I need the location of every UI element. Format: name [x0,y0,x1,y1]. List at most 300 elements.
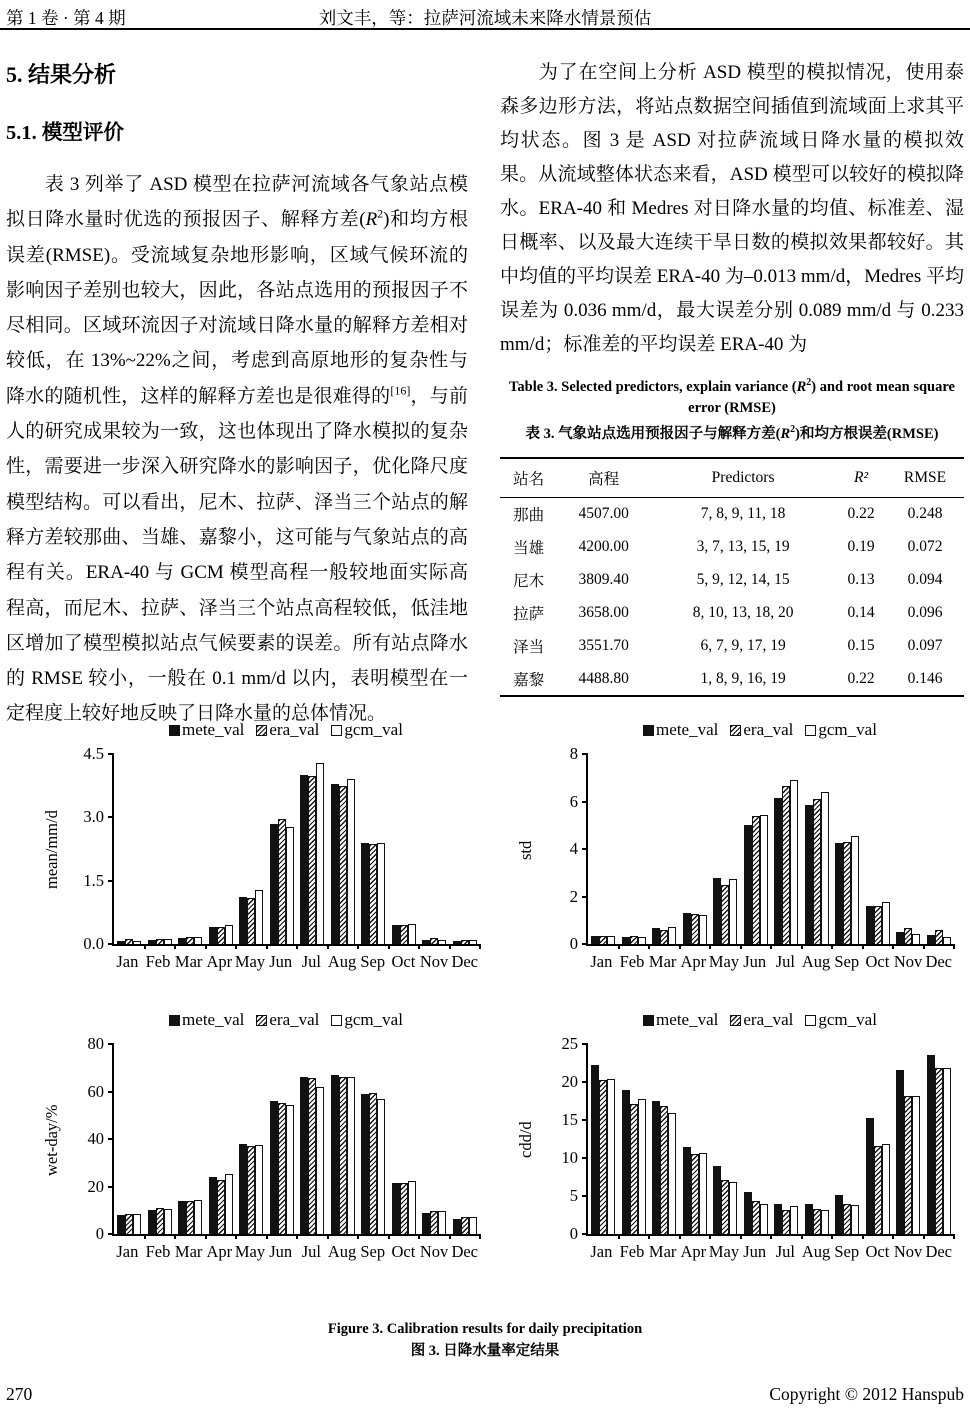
y-tick [582,1195,588,1197]
x-category-label: Mar [648,952,677,971]
bar-group-Apr [206,754,237,944]
x-category-label: Mar [174,952,203,971]
bar-era_val-Jan [599,1080,607,1234]
bar-group-Dec [924,1044,955,1234]
chart-legend [564,1010,956,1030]
gcm_val-swatch-icon [331,725,342,736]
chart-wet-day-percent [30,1010,492,1282]
figure-caption [0,1318,970,1362]
x-tick [679,1234,681,1239]
y-tick [582,1119,588,1121]
bar-gcm_val-Sep [377,843,385,944]
bar-gcm_val-Sep [851,1205,859,1234]
bar-group-Mar [649,1044,680,1234]
bar-mete_val-Nov [422,940,430,944]
y-tick-label: 20 [561,1072,578,1091]
bar-mete_val-Apr [209,927,217,944]
bar-mete_val-Oct [866,906,874,944]
y-axis-label: mean/mm/d [42,810,61,890]
bar-era_val-Mar [186,937,194,944]
table-cell: 泽当 [513,639,545,657]
bar-era_val-Jul [782,1210,790,1234]
bar-era_val-Jul [782,786,790,944]
table-row [500,564,964,597]
y-tick [108,753,114,755]
left-paragraph [6,167,468,732]
bar-mete_val-Mar [178,938,186,944]
table-cell: 0.094 [907,571,943,589]
y-tick-label: 15 [561,1110,578,1129]
bar-gcm_val-May [729,879,737,944]
bar-mete_val-Aug [331,1075,339,1234]
section-heading: 5. 结果分析 [6,62,117,87]
header-rule [0,28,970,30]
table-body [500,498,964,696]
table-cell: 3809.40 [578,571,629,589]
x-axis-labels [112,1242,480,1262]
right-paragraph [500,56,964,362]
x-tick [266,1234,268,1239]
x-category-label: Apr [206,952,233,971]
bar-mete_val-Aug [805,1204,813,1234]
y-axis-label: wet-day/% [42,1104,61,1176]
bar-group-Dec [450,1044,481,1234]
legend-item-gcm_val [331,1010,403,1030]
bar-gcm_val-Jan [607,1079,615,1234]
bar-gcm_val-Apr [699,915,707,944]
bar-group-Aug [802,754,833,944]
bar-mete_val-Aug [331,784,339,944]
x-tick [709,1234,711,1239]
bar-era_val-Nov [904,928,912,944]
mete_val-swatch-icon [643,1015,654,1026]
x-tick [296,944,298,949]
bar-group-Aug [802,1044,833,1234]
bar-gcm_val-Oct [408,924,416,944]
bar-group-Sep [358,1044,389,1234]
bar-gcm_val-Feb [638,937,646,944]
bar-era_val-Nov [430,1211,438,1234]
bar-era_val-Sep [843,842,851,944]
bar-mete_val-Feb [148,940,156,944]
x-tick [388,944,390,949]
bar-group-Aug [328,1044,359,1234]
table-cell: 0.22 [847,505,875,523]
gcm_val-swatch-icon [805,725,816,736]
bar-mete_val-May [239,897,247,944]
bar-gcm_val-Jan [133,941,141,944]
y-tick [582,1081,588,1083]
x-axis-labels [586,1242,954,1262]
y-tick [108,1091,114,1093]
x-tick [648,1234,650,1239]
x-tick [862,944,864,949]
x-category-label: Feb [145,1242,171,1261]
y-axis-label: cdd/d [516,1121,535,1159]
table-cell: 0.22 [847,669,875,687]
mete_val-swatch-icon [643,725,654,736]
x-category-label: Dec [451,952,479,971]
bar-gcm_val-Oct [408,1181,416,1234]
r-exponent: 2 [790,423,796,435]
gcm_val-swatch-icon [805,1015,816,1026]
bar-mete_val-Dec [927,1055,935,1234]
x-category-label: Oct [865,952,890,971]
y-tick [108,943,114,945]
bar-mete_val-Feb [622,937,630,944]
legend-item-mete_val [169,720,244,740]
bar-group-Jun [267,754,298,944]
bar-group-Aug [328,754,359,944]
table-cell: 5, 9, 12, 14, 15 [696,571,790,589]
x-category-label: Jul [301,952,321,971]
table-header-cell: Predictors [650,458,836,498]
x-tick [770,944,772,949]
bar-gcm_val-Dec [469,940,477,944]
legend-label: gcm_val [818,1010,877,1029]
x-tick [740,1234,742,1239]
bar-group-Sep [832,1044,863,1234]
subsection-heading: 5.1. 模型评价 [6,122,124,144]
bar-era_val-Jun [752,1201,760,1234]
y-tick-label: 1.5 [83,870,104,890]
journal-issue: 第 1 卷 · 第 4 期 [6,8,126,28]
table-header-row [500,458,964,498]
plot-area [561,1034,954,1243]
x-category-label: Oct [391,1242,416,1261]
x-category-label: Apr [680,952,707,971]
x-category-label: Feb [619,952,645,971]
legend-label: era_val [743,720,794,739]
table-header-cell: R² [836,458,886,498]
x-tick [953,944,955,949]
x-category-label: Feb [145,952,171,971]
bar-mete_val-Jun [270,824,278,944]
bar-group-Dec [450,754,481,944]
r-variable: R [796,378,807,395]
x-category-label: Nov [893,952,923,971]
y-tick-label: 3.0 [83,807,104,827]
x-tick [479,944,481,949]
x-category-label: Jan [116,952,139,971]
bar-gcm_val-Mar [194,937,202,944]
bar-group-Jan [588,754,619,944]
table-cell: 0.19 [847,538,875,556]
table-cell: 3658.00 [578,604,629,622]
bar-group-Jul [297,754,328,944]
bar-gcm_val-Feb [164,1209,172,1234]
bar-gcm_val-Sep [377,1099,385,1234]
bar-gcm_val-Mar [668,1113,676,1234]
bar-era_val-May [721,1180,729,1234]
bar-mete_val-Nov [422,1213,430,1234]
x-category-label: Oct [391,952,416,971]
bar-gcm_val-Jun [286,1105,294,1234]
bar-gcm_val-Jun [760,815,768,944]
x-category-label: Dec [925,1242,953,1261]
legend-label: gcm_val [344,720,403,739]
x-tick [205,944,207,949]
bar-group-Jun [267,1044,298,1234]
bar-era_val-Mar [660,930,668,944]
table-caption-zh: )和均方根误差(RMSE) [795,425,939,442]
bar-group-Feb [619,754,650,944]
bar-group-May [236,754,267,944]
bar-group-Nov [419,1044,450,1234]
x-category-label: Jul [775,952,795,971]
r-variable: R [365,209,378,231]
y-tick-label: 6 [569,791,578,811]
bar-gcm_val-Jul [790,780,798,944]
x-category-label: Jan [590,1242,613,1261]
bar-era_val-Feb [630,936,638,944]
table-cell: 0.096 [907,604,943,622]
legend-item-mete_val [169,1010,244,1030]
gcm_val-swatch-icon [331,1015,342,1026]
table-caption-zh: 表 3. 气象站点选用预报因子与解释方差( [525,425,781,442]
table-cell: 4488.80 [578,669,629,687]
x-tick [479,1234,481,1239]
bar-gcm_val-Feb [638,1099,646,1234]
bar-era_val-Jun [278,1103,286,1234]
bar-era_val-Feb [630,1104,638,1234]
bar-group-Apr [206,1044,237,1234]
figure-caption-zh: 图 3. 日降水量率定结果 [410,1343,560,1359]
predictors-table [500,457,964,697]
legend-label: gcm_val [344,1010,403,1029]
bar-group-Apr [680,754,711,944]
x-category-label: Jan [116,1242,139,1261]
x-category-label: Jul [301,1242,321,1261]
bar-gcm_val-Mar [194,1200,202,1234]
x-category-label: Aug [801,1242,831,1261]
mete_val-swatch-icon [169,725,180,736]
bar-era_val-May [247,898,255,944]
table-cell: 嘉黎 [513,671,545,689]
y-tick-label: 25 [561,1034,578,1053]
bar-mete_val-Jun [270,1101,278,1234]
table-row [500,531,964,564]
bar-gcm_val-Oct [882,902,890,944]
table-row [500,630,964,663]
y-tick [582,1043,588,1045]
running-title: 刘文丰，等：拉萨河流域未来降水情景预估 [318,8,652,28]
y-tick-label: 80 [87,1034,104,1053]
x-category-label: Aug [801,952,831,971]
bar-era_val-Sep [369,844,377,944]
bar-gcm_val-Mar [668,927,676,944]
y-tick-label: 2 [569,886,578,906]
table-cell: 3551.70 [578,637,629,655]
x-category-label: Sep [360,1242,386,1261]
x-tick [388,1234,390,1239]
bar-group-Jun [741,754,772,944]
chart-mean-daily-precipitation [30,720,492,992]
table-cell: 0.15 [847,637,875,655]
paragraph-text: )和均方根误差(RMSE)。受流域复杂地形影响，区域气候环流的影响因子差别也较大，因此，各站点选用的预报因子不尽相同。区域环流因子对流域日降水量的解释方差相对较低，在 13%~22%之间，考虑到高原地形的复杂性与降水的随机性，这样的解释方差也是很难得的 [6,209,468,407]
legend-label: mete_val [656,1010,719,1029]
bar-era_val-Apr [217,1180,225,1234]
x-tick [327,944,329,949]
table-head [500,458,964,498]
x-tick [357,944,359,949]
plot-area [569,744,954,953]
bar-mete_val-Dec [453,941,461,944]
bar-group-Jun [741,1044,772,1234]
y-tick [108,1233,114,1235]
x-category-label: Jun [743,1242,767,1261]
bar-gcm_val-Aug [821,792,829,944]
bar-gcm_val-Sep [851,836,859,944]
table-cell: 拉萨 [513,606,545,624]
bar-group-Jul [771,1044,802,1234]
x-tick [144,944,146,949]
x-tick [144,1234,146,1239]
bar-group-Mar [175,754,206,944]
y-tick-label: 40 [87,1129,104,1148]
bar-gcm_val-Jan [607,936,615,944]
y-tick-label: 0 [95,1224,104,1243]
table-row [500,663,964,696]
legend-item-mete_val [643,720,718,740]
bar-gcm_val-Apr [225,925,233,944]
y-tick [582,896,588,898]
bar-era_val-Jun [752,816,760,944]
era_val-swatch-icon [256,725,267,736]
bar-mete_val-Nov [896,932,904,944]
bar-mete_val-Jun [744,825,752,944]
bar-group-Nov [419,754,450,944]
bar-group-Nov [893,1044,924,1234]
legend-label: era_val [743,1010,794,1029]
bar-gcm_val-Nov [912,1096,920,1234]
bar-group-Nov [893,754,924,944]
table-cell: 1, 8, 9, 16, 19 [700,669,786,687]
bar-gcm_val-Dec [943,1068,951,1234]
bar-era_val-Jul [308,776,316,944]
x-tick [953,1234,955,1239]
x-tick [679,944,681,949]
table-cell: 0.248 [907,505,943,523]
x-category-label: Jul [775,1242,795,1261]
bar-mete_val-Jan [117,1215,125,1234]
copyright-notice: Copyright © 2012 Hanspub [769,1384,964,1404]
bar-group-Oct [863,1044,894,1234]
bar-group-Oct [389,754,420,944]
x-tick [266,944,268,949]
x-category-label: Sep [360,952,386,971]
bar-era_val-Dec [935,930,943,944]
bar-group-Jan [114,1044,145,1234]
legend-item-gcm_val [805,1010,877,1030]
legend-item-era_val [256,1010,319,1030]
y-tick [582,943,588,945]
y-tick-label: 10 [561,1148,578,1167]
table-cell: 那曲 [513,507,545,525]
bar-mete_val-Jul [774,798,782,944]
bar-mete_val-Oct [392,925,400,944]
y-tick [108,816,114,818]
x-tick [357,1234,359,1239]
bar-mete_val-Sep [835,843,843,944]
bar-group-Sep [832,754,863,944]
table-cell: 尼木 [513,573,545,591]
x-category-label: Jun [269,952,293,971]
bar-mete_val-Apr [683,913,691,944]
x-tick [923,944,925,949]
x-category-label: Apr [206,1242,233,1261]
bar-era_val-Jun [278,819,286,944]
bar-gcm_val-Apr [699,1153,707,1234]
bar-era_val-Jan [599,936,607,944]
legend-item-mete_val [643,1010,718,1030]
bar-era_val-Feb [156,939,164,944]
table-cell: 6, 7, 9, 17, 19 [700,637,786,655]
x-tick [449,944,451,949]
bar-gcm_val-Aug [821,1210,829,1234]
bar-gcm_val-Dec [469,1217,477,1234]
bar-mete_val-Apr [683,1147,691,1234]
bar-mete_val-Aug [805,805,813,944]
bar-group-Jan [588,1044,619,1234]
x-category-label: Nov [419,952,449,971]
r-exponent: 2 [806,377,812,388]
bar-era_val-Aug [339,1077,347,1234]
y-tick-label: 0.0 [83,934,104,953]
bar-mete_val-May [713,878,721,945]
y-tick-label: 0 [569,934,578,953]
x-tick [418,944,420,949]
bar-group-Feb [145,754,176,944]
bar-gcm_val-Feb [164,939,172,944]
x-tick [618,1234,620,1239]
table-cell: 当雄 [513,540,545,558]
bar-mete_val-Mar [652,1101,660,1234]
legend-label: mete_val [182,1010,245,1029]
bar-era_val-Aug [339,786,347,944]
table-cell: 0.146 [907,669,943,687]
y-tick [582,801,588,803]
table-cell: 0.097 [907,637,943,655]
x-category-label: Jan [590,952,613,971]
left-column [6,58,468,732]
bar-gcm_val-Jul [316,763,324,944]
bar-mete_val-Sep [835,1195,843,1234]
y-tick [582,1157,588,1159]
x-axis-labels [112,952,480,972]
x-tick [174,944,176,949]
bar-era_val-Aug [813,1209,821,1234]
x-category-label: Aug [327,1242,357,1261]
bar-group-May [710,754,741,944]
legend-item-era_val [730,720,793,740]
bar-gcm_val-May [255,1145,263,1234]
x-tick [648,944,650,949]
x-category-label: Dec [925,952,953,971]
bar-group-Jul [297,1044,328,1234]
table-cell: 4200.00 [578,538,629,556]
bar-group-Mar [649,754,680,944]
x-category-label: May [234,1242,266,1261]
legend-label: mete_val [656,720,719,739]
table-cell: 3, 7, 13, 15, 19 [696,538,790,556]
bar-mete_val-Jul [300,775,308,944]
bar-gcm_val-May [729,1182,737,1234]
bar-mete_val-Apr [209,1177,217,1234]
bar-gcm_val-Jun [286,827,294,944]
table-header-cell: 站名 [500,458,557,498]
legend-item-gcm_val [805,720,877,740]
